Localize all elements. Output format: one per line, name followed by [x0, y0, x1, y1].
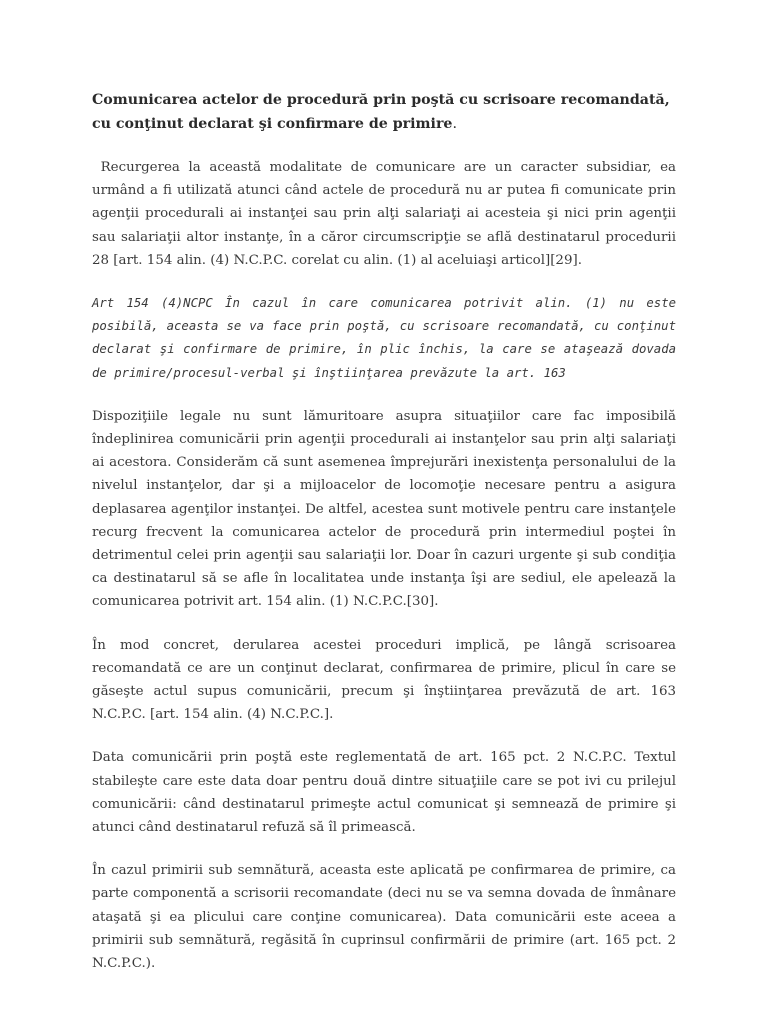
paragraph-intro: Recurgerea la această modalitate de comunicare are un caracter subsidiar, ea urmând a fi utilizată atunci când actele de procedură nu ar putea fi comunicate prin agenţii procedurali ai instanţei sau prin alţi salariaţi ai acesteia şi nici prin agenţii sau salariaţii altor instanţe, în a căror circumscripţie se află destinatarul procedurii 28 [art. 154 alin. (4) N.C.P.C. corelat cu alin. (1) al aceluiaşi articol][29]. [92, 160, 681, 268]
document-title [92, 88, 676, 136]
paragraph-procedure: În mod concret, derularea acestei proceduri implică, pe lângă scrisoarea recomandată ce are un conţinut declarat, confirmarea de primire, plicul în care se găseşte actul supus comunicării, precum şi înştiinţarea prevăzută de art. 163 N.C.P.C. [art. 154 alin. (4) N.C.P.C.]. [92, 637, 676, 723]
paragraph-dispositions: Dispoziţiile legale nu sunt lămuritoare asupra situaţiilor care fac imposibilă îndeplinirea comunicării prin agenţii procedurali ai instanţelor sau prin alţi salariaţi ai acestora. Considerăm că sunt asemenea împrejurări inexistenţa personalului de la nivelul instanţelor, dar şi a mijloacelor de locomoţie necesare pentru a asigura deplasarea agenţilor instanţei. De altfel, acestea sunt motivele pentru care instanţele recurg frecvent la comunicarea actelor de procedură prin intermediul poştei în detrimentul celei prin agenţii sau salariaţii lor. Doar în cazuri urgente şi sub condiţia ca destinatarul să se afle în localitatea unde instanţa îşi are sediul, ele apelează la comunicarea potrivit art. 154 alin. (1) N.C.P.C.[30]. [92, 408, 676, 610]
title-text: Comunicarea actelor de procedură prin poştă cu scrisoare recomandată, cu conţinut declarat şi confirmare de primire [92, 92, 670, 132]
title-period: . [452, 116, 457, 132]
paragraph-communication-date: Data comunicării prin poştă este reglementată de art. 165 pct. 2 N.C.P.C. Textul stabileşte care este data doar pentru două dintre situaţiile care se pot ivi cu prilejul comunicării: când destinatarul primeşte actul comunicat şi semnează de primire şi atunci când destinatarul refuză să îl primească. [92, 750, 676, 836]
paragraph-signature: În cazul primirii sub semnătură, aceasta este aplicată pe confirmarea de primire, ca parte componentă a scrisorii recomandate (deci nu se va semna dovada de înmânare ataşată şi ea plicului care conţine comunicarea). Data comunicării este aceea a primirii sub semnătură, regăsită în cuprinsul confirmării de primire (art. 165 pct. 2 N.C.P.C.). [92, 863, 676, 972]
document-page [92, 88, 681, 995]
law-quote-art-154: Art 154 (4)NCPC În cazul în care comunicarea potrivit alin. (1) nu este posibilă, aceasta se va face prin poştă, cu scrisoare recomandată, cu conţinut declarat şi confirmare de primire, în plic închis, la care se ataşează dovada de primire/procesul-verbal şi înştiinţarea prevăzute la art. 163 [92, 296, 676, 380]
